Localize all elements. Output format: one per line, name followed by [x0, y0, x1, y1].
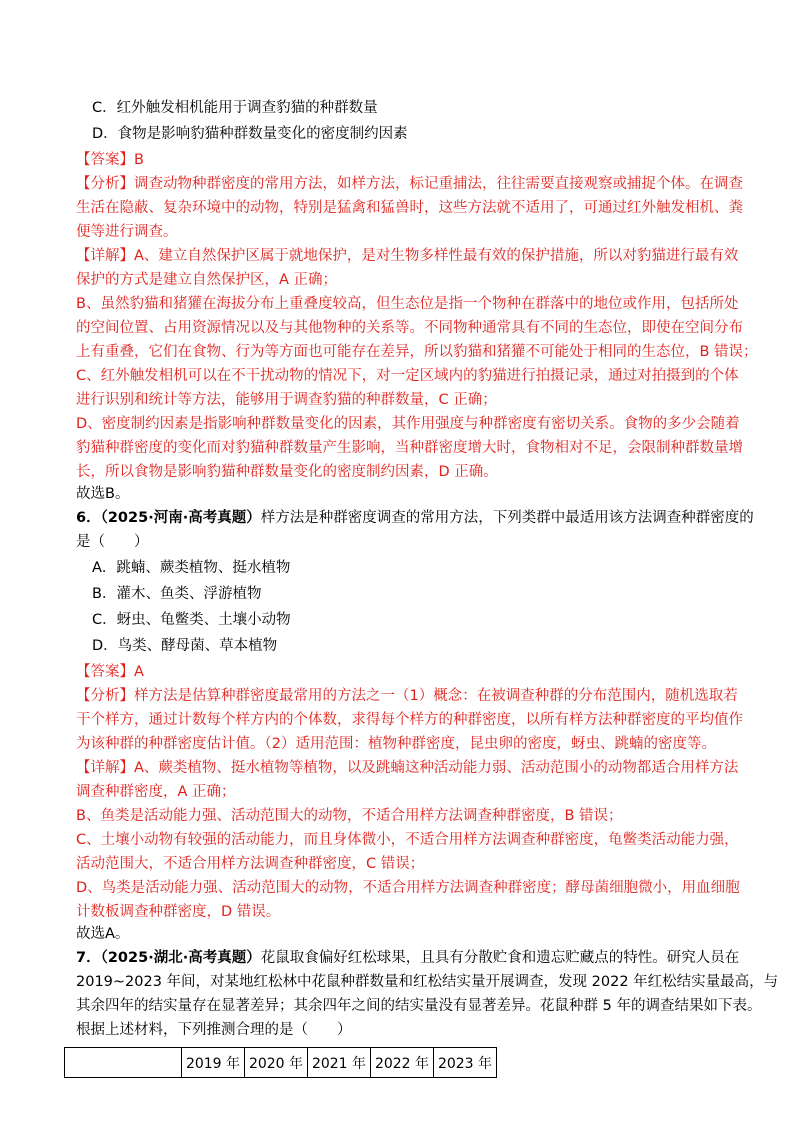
- table-header-cell: 2020 年: [245, 1048, 308, 1078]
- q5-detail-line-3: B、虽然豹猫和猪獾在海拔分布上重叠度较高，但生态位是指一个物种在群落中的地位或作用，包括所处: [76, 296, 739, 312]
- q5-option-c: C．红外触发相机能用于调查豹猫的种群数量: [92, 100, 378, 116]
- table-header-cell: 2019 年: [182, 1048, 245, 1078]
- q5-detail-line-7: 进行识别和统计等方法，能够用于调查豹猫的种群数量，C 正确；: [76, 392, 497, 408]
- q5-detail-line-8: D、密度制约因素是指影响种群数量变化的因素，其作用强度与种群密度有密切关系。食物的多少会随着: [76, 416, 740, 432]
- q6-option-d: D．鸟类、酵母菌、草本植物: [92, 638, 278, 654]
- q6-detail-line-2: 调查种群密度，A 正确；: [76, 784, 236, 800]
- q6-number: 6．: [76, 510, 101, 526]
- q6-analysis-line-2: 干个样方，通过计数每个样方内的个体数，求得每个样方的种群密度，以所有样方法种群密度的平均值作: [76, 712, 743, 728]
- q5-answer: 【答案】B: [76, 152, 144, 168]
- q6-detail-line-3: B、鱼类是活动能力强、活动范围大的动物，不适合用样方法调查种群密度，B 错误；: [76, 808, 623, 824]
- q5-option-d: D．食物是影响豹猫种群数量变化的密度制约因素: [92, 126, 408, 142]
- q6-option-b: B．灌木、鱼类、浮游植物: [92, 586, 262, 602]
- q6-stem-text: 样方法是种群密度调查的常用方法，下列类群中最适用该方法调查种群密度的: [260, 510, 754, 526]
- q6-source: （2025·河南·高考真题）: [100, 510, 261, 526]
- q6-detail-line-6: D、鸟类是活动能力强、活动范围大的动物，不适合用样方法调查种群密度；酵母菌细胞微小，用血细胞: [76, 880, 740, 896]
- q7-stem-line-4: 根据上述材料，下列推测合理的是（ ）: [76, 1022, 352, 1038]
- q6-detail-line-5: 活动范围大，不适合用样方法调查种群密度，C 错误；: [76, 856, 425, 872]
- q6-analysis-line-1: 【分析】样方法是估算种群密度最常用的方法之一（1）概念：在被调查种群的分布范围内，随机选取若: [76, 688, 738, 704]
- table-header-cell: 2021 年: [308, 1048, 371, 1078]
- table-header-cell: 2022 年: [371, 1048, 434, 1078]
- q5-detail-line-5: 上有重叠，它们在食物、行为等方面也可能存在差异，所以豹猫和猪獾不可能处于相同的生态位，B 错误；: [76, 344, 758, 360]
- q5-detail-line-1: 【详解】A、建立自然保护区属于就地保护，是对生物多样性最有效的保护措施，所以对豹猫进行最有效: [76, 248, 739, 264]
- q6-analysis-line-3: 为该种群的种群密度估计值。（2）适用范围：植物种群密度，昆虫卵的密度，蚜虫、跳蝻的密度等。: [76, 736, 716, 752]
- q6-stem-line-2: 是（ ）: [76, 534, 149, 550]
- q7-stem-line-3: 其余四年的结实量存在显著差异；其余四年之间的结实量没有显著差异。花鼠种群 5 年的调查结果如下表。: [76, 998, 762, 1014]
- q5-analysis-line-1: 【分析】调查动物种群密度的常用方法，如样方法，标记重捕法，往往需要直接观察或捕捉个体。在调查: [76, 176, 743, 192]
- q6-detail-line-7: 计数板调查种群密度，D 错误。: [76, 904, 281, 920]
- q6-option-a: A．跳蝻、蕨类植物、挺水植物: [92, 560, 291, 576]
- q5-detail-line-6: C、红外触发相机可以在不干扰动物的情况下，对一定区域内的豹猫进行拍摄记录，通过对拍摄到的个体: [76, 368, 739, 384]
- q7-number: 7．: [76, 950, 101, 966]
- q6-detail-line-1: 【详解】A、蕨类植物、挺水植物等植物，以及跳蝻这种活动能力弱、活动范围小的动物都适合用样方法: [76, 760, 739, 776]
- q5-analysis-line-3: 便等进行调查。: [76, 224, 178, 240]
- q6-detail-line-4: C、土壤小动物有较强的活动能力，而且身体微小，不适合用样方法调查种群密度，龟鳖类活动能力强，: [76, 832, 739, 848]
- q6-conclusion: 故选A。: [76, 926, 130, 942]
- q5-analysis-line-2: 生活在隐蔽、复杂环境中的动物，特别是猛禽和猛兽时，这些方法就不适用了，可通过红外触发相机、粪: [76, 200, 743, 216]
- q5-detail-line-9: 豹猫种群密度的变化而对豹猫种群数量产生影响，当种群密度增大时，食物相对不足，会限制种群数量增: [76, 440, 743, 456]
- q6-option-c: C．蚜虫、龟鳖类、土壤小动物: [92, 612, 291, 628]
- table-header-cell-blank: [65, 1048, 182, 1078]
- q7-results-table: [64, 1047, 497, 1078]
- q5-detail-line-4: 的空间位置、占用资源情况以及与其他物种的关系等。不同物种通常具有不同的生态位，即使在空间分布: [76, 320, 743, 336]
- q7-stem-text: 花鼠取食偏好红松球果，且具有分散贮食和遗忘贮藏点的特性。研究人员在: [260, 950, 740, 966]
- table-header-cell: 2023 年: [434, 1048, 497, 1078]
- q5-detail-line-2: 保护的方式是建立自然保护区，A 正确；: [76, 272, 338, 288]
- q7-stem-line-2: 2019~2023 年间，对某地红松林中花鼠种群数量和红松结实量开展调查，发现 2022 年红松结实量最高，与: [76, 974, 779, 990]
- q7-stem-line-1: [76, 948, 739, 968]
- q6-answer: 【答案】A: [76, 664, 144, 680]
- table-row: [65, 1048, 497, 1078]
- q6-stem-line-1: [76, 508, 754, 528]
- q7-source: （2025·湖北·高考真题）: [100, 950, 261, 966]
- q5-detail-line-10: 长，所以食物是影响豹猫种群数量变化的密度制约因素，D 正确。: [76, 464, 498, 480]
- q5-conclusion: 故选B。: [76, 486, 130, 502]
